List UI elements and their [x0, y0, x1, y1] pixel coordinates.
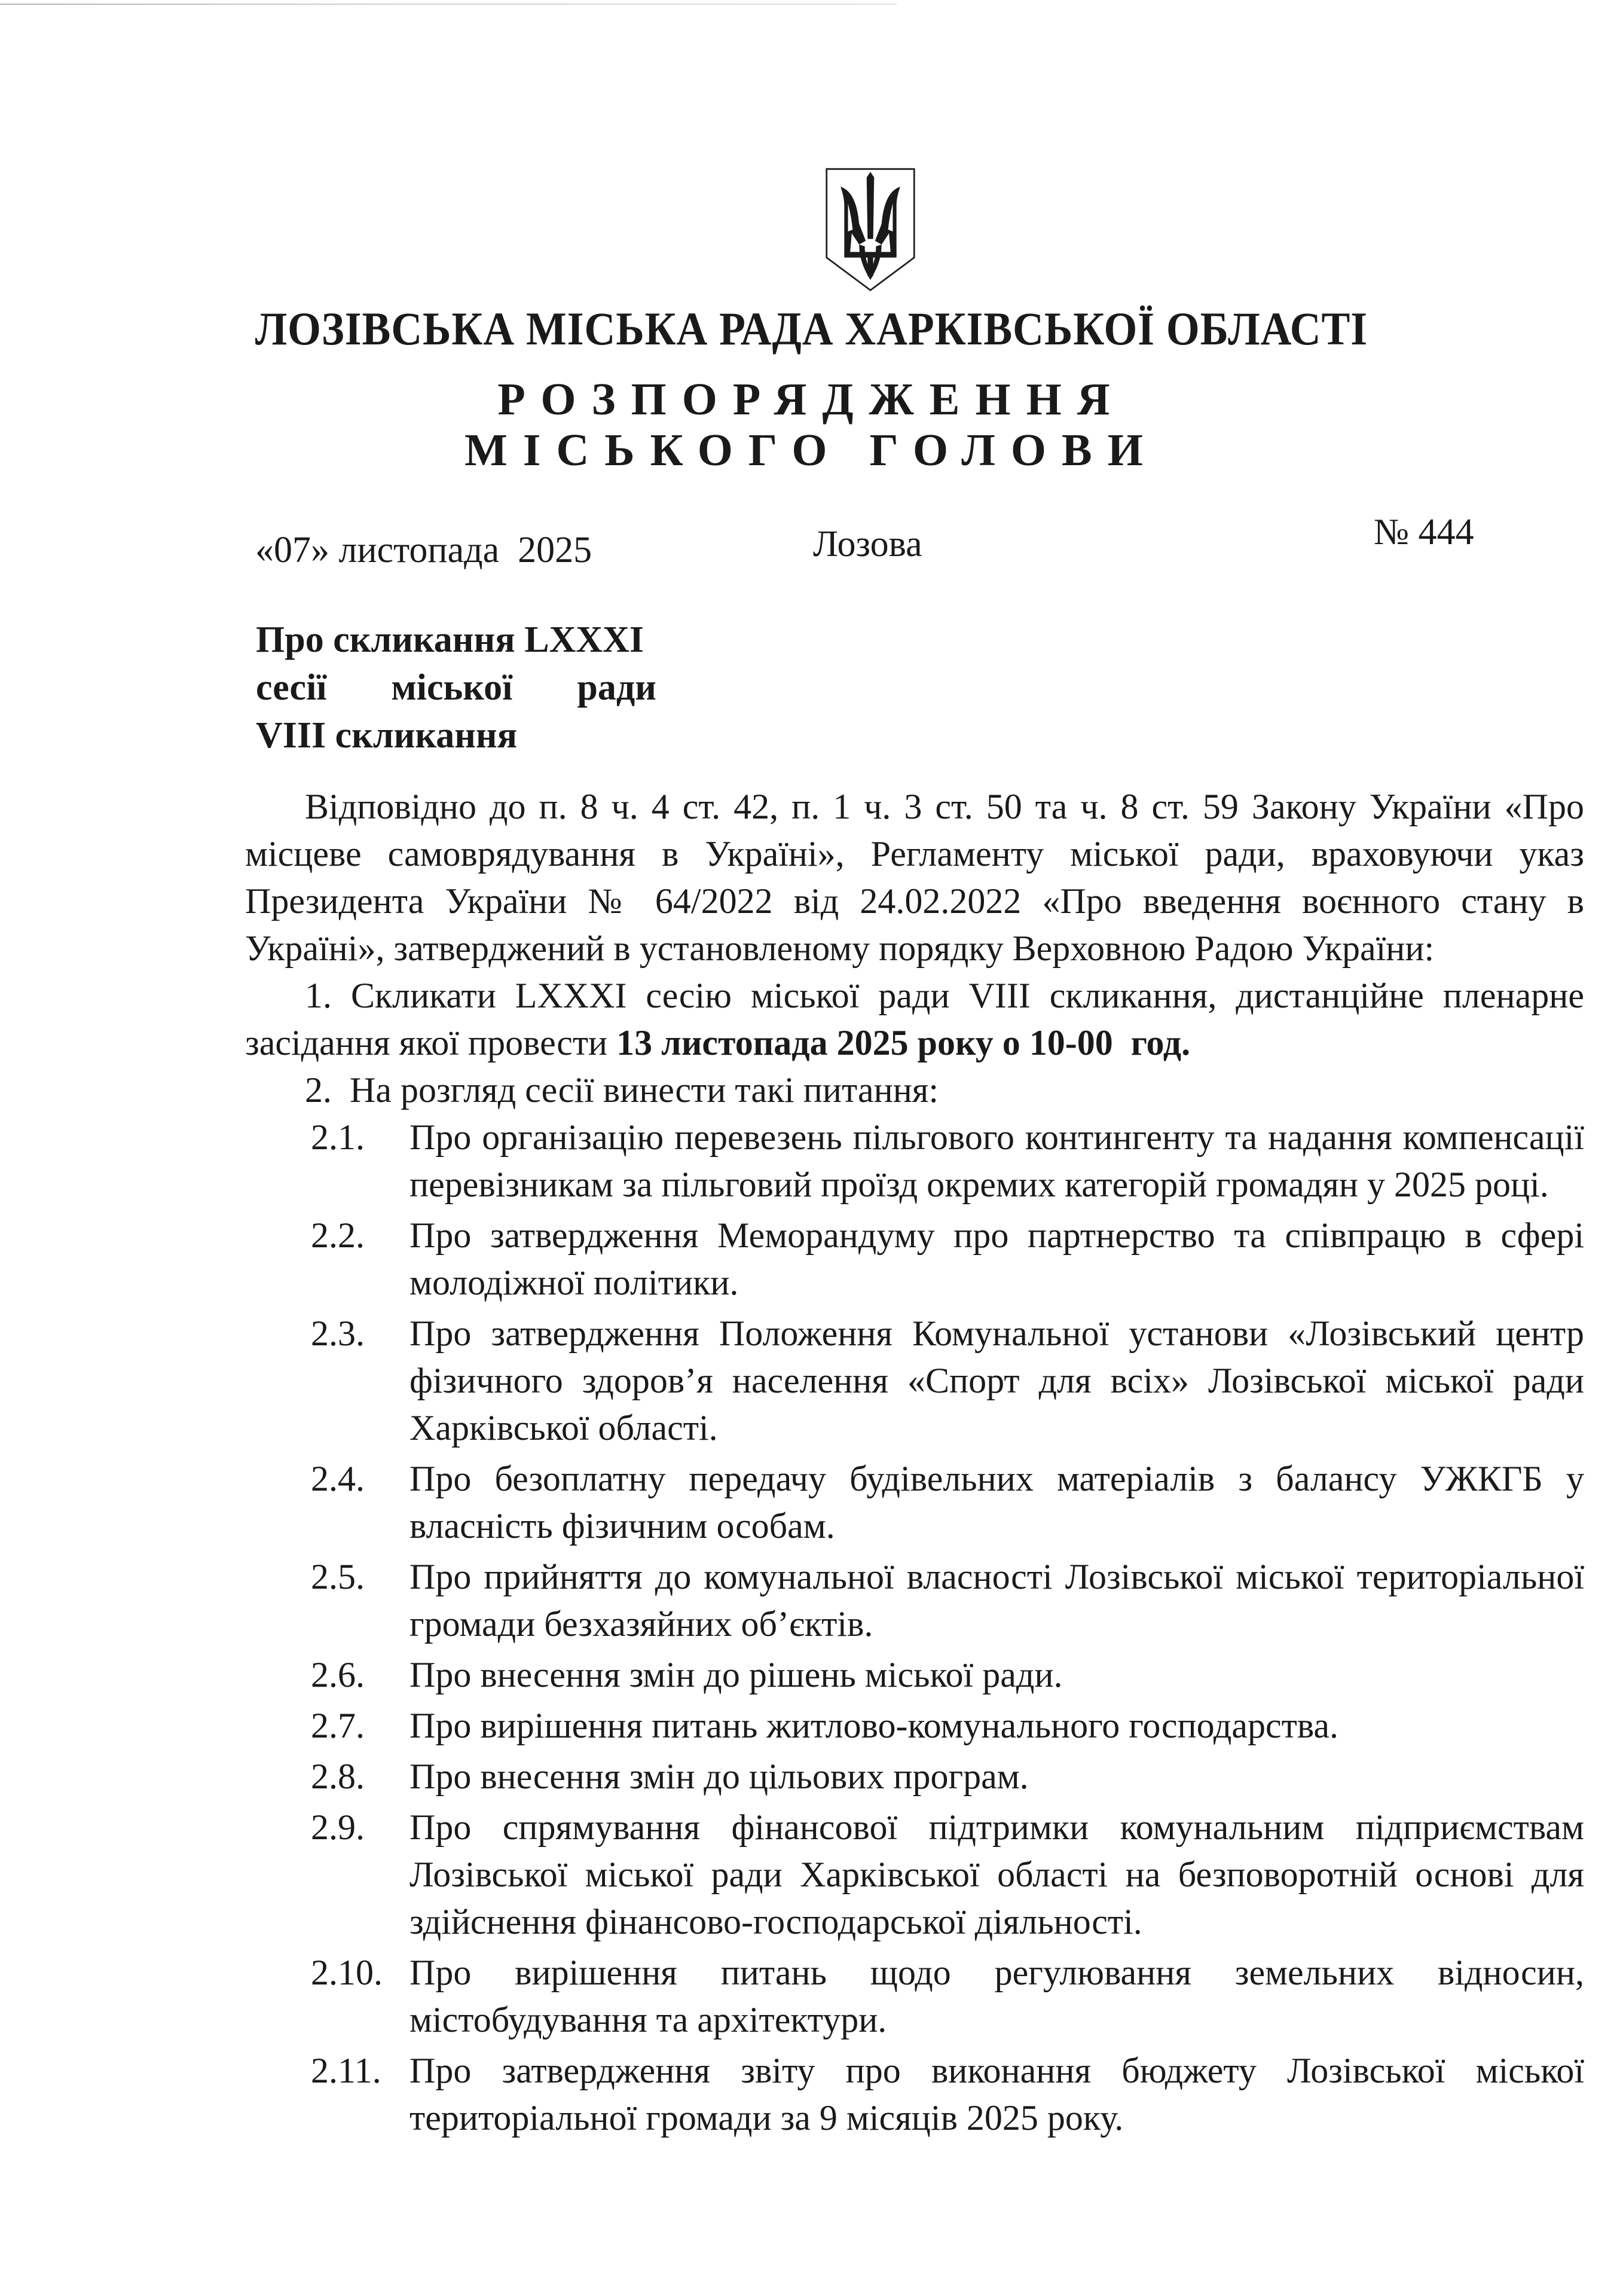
agenda-item: [245, 1804, 1584, 1946]
agenda-item-text: Про затвердження звіту про виконання бюджету Лозівської міської територіальної громади за 9 місяців 2025 року.: [409, 2051, 1584, 2138]
resolution-item-1: [245, 972, 1584, 1067]
agenda-item: [245, 1310, 1584, 1452]
agenda-item-text: Про внесення змін до цільових програм.: [409, 1757, 1029, 1796]
document-date: «07» листопада 2025: [255, 530, 592, 570]
subject-word: ради: [577, 667, 656, 708]
document-issuer-title: МІСЬКОГО ГОЛОВИ: [464, 425, 1159, 475]
agenda-item-text: Про затвердження Положення Комунальної установи «Лозівський центр фізичного здоров’я населення «Спорт для всіх» Лозівської міської ради Харківської області.: [409, 1314, 1584, 1448]
agenda-item-number: 2.5.: [311, 1557, 365, 1596]
agenda-item-number: 2.10.: [311, 1953, 383, 1992]
document-body: [245, 783, 1584, 2142]
agenda-item-text: Про прийняття до комунальної власності Лозівської міської територіальної громади безхазяйних об’єктів.: [409, 1557, 1584, 1644]
agenda-item: [245, 1553, 1584, 1648]
agenda-item-text: Про внесення змін до рішень міської ради.: [409, 1655, 1063, 1694]
agenda-item: [245, 1702, 1584, 1750]
agenda-item-text: Про вирішення питань житлово-комунального господарства.: [409, 1706, 1339, 1745]
agenda-item-number: 2.7.: [311, 1706, 365, 1745]
subject-word: сесії: [256, 667, 327, 708]
agenda-item-number: 2.11.: [311, 2051, 381, 2090]
document-city: Лозова: [813, 524, 922, 564]
subject-line-3: VIII скликання: [256, 715, 518, 756]
document-number: № 444: [1374, 512, 1474, 552]
agenda-item-text: Про безоплатну передачу будівельних матеріалів з балансу УЖКГБ у власність фізичним особам.: [409, 1459, 1584, 1546]
coat-of-arms-icon: [824, 166, 917, 293]
agenda-item-text: Про спрямування фінансової підтримки комунальним підприємствам Лозівської міської ради Харківської області на безповоротній основі для здійснення фінансово-господарської діяльності.: [409, 1808, 1584, 1941]
agenda-item-number: 2.1.: [311, 1118, 365, 1157]
agenda-item-number: 2.2.: [311, 1216, 365, 1255]
preamble-paragraph: Відповідно до п. 8 ч. 4 ст. 42, п. 1 ч. 3 ст. 50 та ч. 8 ст. 59 Закону України «Про місцеве самоврядування в Україні», Регламенту міської ради, враховуючи указ Президента України № 64/2022 від 24.02.2022 «Про введення воєнного стану в Україні», затверджений в установленому порядку Верховною Радою України:: [245, 787, 1584, 968]
agenda-item: [245, 1949, 1584, 2044]
agenda-item: [245, 2047, 1584, 2142]
item-1-session-datetime: 13 листопада 2025 року о 10-00 год.: [616, 1023, 1191, 1062]
subject-line-2: [256, 664, 656, 712]
document-subject: [256, 616, 656, 759]
agenda-item-number: 2.9.: [311, 1808, 365, 1847]
scan-artifact-line: [0, 4, 897, 5]
agenda-item: [245, 1114, 1584, 1208]
agenda-item: [245, 1651, 1584, 1699]
agenda-item: [245, 1212, 1584, 1306]
agenda-item-text: Про організацію перевезень пільгового контингенту та надання компенсації перевізникам за пільговий проїзд окремих категорій громадян у 2025 році.: [409, 1118, 1584, 1204]
agenda-item-number: 2.8.: [311, 1757, 365, 1796]
agenda-item-text: Про вирішення питань щодо регулювання земельних відносин, містобудування та архітектури.: [409, 1953, 1584, 2039]
agenda-list: [245, 1114, 1584, 2142]
agenda-item-number: 2.4.: [311, 1459, 365, 1498]
agenda-item: [245, 1455, 1584, 1550]
subject-word: міської: [391, 667, 513, 708]
subject-line-1: Про скликання LXXXI: [256, 619, 644, 660]
resolution-item-2: 2. На розгляд сесії винести такі питання:: [305, 1070, 939, 1110]
agenda-item: [245, 1753, 1584, 1800]
agenda-item-number: 2.3.: [311, 1314, 365, 1353]
item-1-text: 1. Скликати LXXXI сесію міської ради VIII скликання, дистанційне пленарне засідання якої провести: [245, 976, 1584, 1062]
agenda-item-text: Про затвердження Меморандуму про партнерство та співпрацю в сфері молодіжної політики.: [409, 1216, 1584, 1302]
document-type-title: РОЗПОРЯДЖЕННЯ: [497, 374, 1126, 425]
agenda-item-number: 2.6.: [311, 1655, 365, 1694]
organization-title: ЛОЗІВСЬКА МІСЬКА РАДА ХАРКІВСЬКОЇ ОБЛАСТІ: [255, 303, 1368, 355]
